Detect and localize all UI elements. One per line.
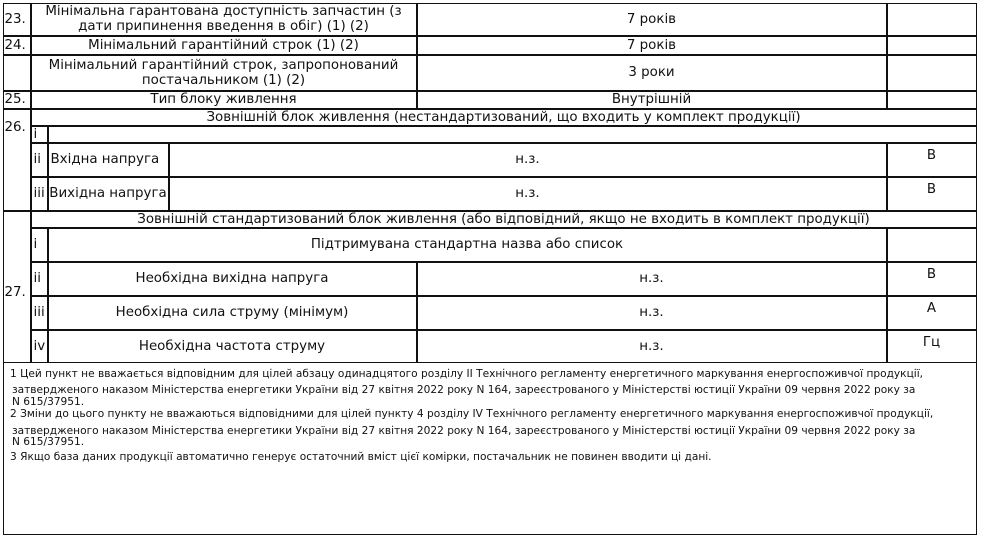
row-27-sub-iv-unit: Гц — [887, 330, 977, 363]
row-24b-number-cell — [3, 55, 31, 91]
row-24-number: 24. — [3, 36, 31, 55]
row-23-unit-cell — [887, 3, 977, 36]
row-27-sub-i-label: Підтримувана стандартна назва або список — [48, 228, 887, 262]
row-27-sub-i-roman: i — [31, 228, 48, 262]
row-26-sub-i-roman: i — [31, 126, 48, 143]
row-24b-label: Мінімальний гарантійний строк, запропонований постачальником (1) (2) — [31, 55, 417, 91]
row-27-number: 27. — [3, 211, 31, 363]
row-23-number: 23. — [3, 3, 31, 36]
row-23-value: 7 років — [417, 3, 887, 36]
row-25-value: Внутрішній — [417, 91, 887, 109]
row-27-sub-iv-value: н.з. — [417, 330, 887, 363]
row-26-sub-ii-value: н.з. — [169, 143, 887, 177]
row-27-sub-iv-label: Необхідна частота струму — [48, 330, 417, 363]
row-26-sub-i-cell — [48, 126, 977, 143]
footnote-1-line-1: 1 Цей пункт не вважається відповідним для цілей абзацу одинадцятого розділу II Технічного регламенту енергетичного маркування енергоспоживчої продукції, — [10, 368, 924, 380]
row-25-number: 25. — [3, 91, 31, 109]
row-27-sub-ii-unit: В — [887, 262, 977, 296]
footnotes — [3, 363, 977, 535]
row-27-sub-iii-label: Необхідна сила струму (мінімум) — [48, 296, 417, 330]
row-27-sub-ii-roman: ii — [31, 262, 48, 296]
footnote-2-line-1: 2 Зміни до цього пункту не вважаються відповідними для цілей пункту 4 розділу IV Технічного регламенту енергетичного маркування енергоспоживчої продукції, — [10, 408, 934, 421]
row-26-sub-ii-label: Вхідна напруга — [48, 143, 169, 177]
row-25-label: Тип блоку живлення — [31, 91, 417, 109]
row-26-sub-iii-label: Вихідна напруга — [48, 177, 169, 211]
row-26-sub-ii-roman: ii — [31, 143, 48, 177]
row-26-sub-iii-unit: В — [887, 177, 977, 211]
row-27-sub-iii-unit: А — [887, 296, 977, 330]
row-27-sub-ii-value: н.з. — [417, 262, 887, 296]
row-24-label: Мінімальний гарантійний строк (1) (2) — [31, 36, 417, 55]
row-24b-value: 3 роки — [417, 55, 887, 91]
row-24-unit-cell — [887, 36, 977, 55]
row-26-sub-ii-unit: В — [887, 143, 977, 177]
row-26-number: 26. — [3, 109, 31, 211]
row-24b-unit-cell — [887, 55, 977, 91]
footnote-3: 3 Якщо база даних продукції автоматично генерує остаточний вміст цієї комірки, постачальник не повинен вводити ці дані. — [10, 451, 712, 464]
row-26-sub-iii-value: н.з. — [169, 177, 887, 211]
footnote-2-line-2: затвердженого наказом Міністерства енергетики України від 27 квітня 2022 року N 164, зареєстрованого у Міністерстві юстиції України 09 червня 2022 року за — [12, 424, 916, 437]
row-27-sub-iv-roman: iv — [31, 330, 48, 363]
row-27-sub-iii-value: н.з. — [417, 296, 887, 330]
row-26-sub-iii-roman: iii — [31, 177, 48, 211]
row-27-sub-i-unit-cell — [887, 228, 977, 262]
row-27-title: Зовнішній стандартизований блок живлення (або відповідний, якщо не входить в комплект продукції) — [31, 211, 977, 228]
row-25-unit-cell — [887, 91, 977, 109]
footnote-2-line-3: N 615/37951. — [12, 436, 85, 449]
row-27-sub-iii-roman: iii — [31, 296, 48, 330]
row-24-value: 7 років — [417, 36, 887, 55]
row-26-title: Зовнішній блок живлення (нестандартизований, що входить у комплект продукції) — [31, 109, 977, 126]
row-23-label: Мінімальна гарантована доступність запчастин (з дати припинення введення в обіг) (1) (2) — [31, 3, 417, 36]
footnote-1-line-2: затвердженого наказом Міністерства енергетики України від 27 квітня 2022 року N 164, зареєстрованого у Міністерстві юстиції України 09 червня 2022 року за — [12, 384, 916, 397]
footnote-1-line-3: N 615/37951. — [12, 395, 85, 408]
row-27-sub-ii-label: Необхідна вихідна напруга — [48, 262, 417, 296]
